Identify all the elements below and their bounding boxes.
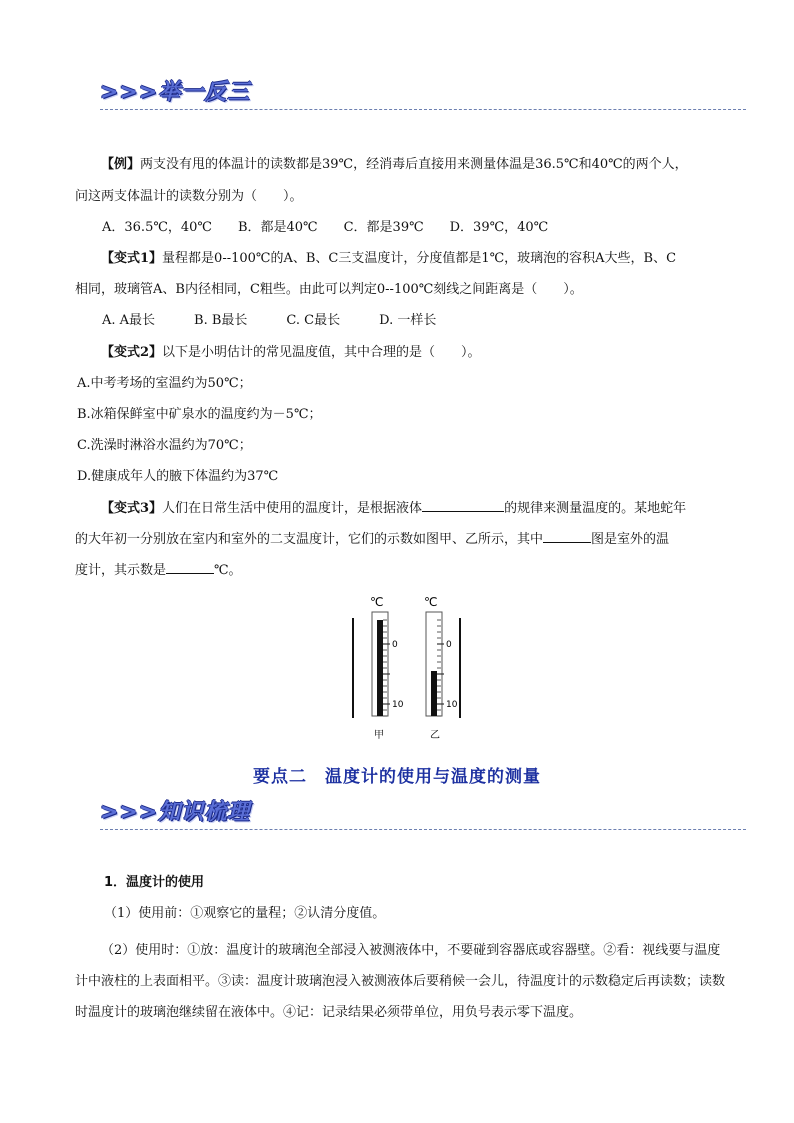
variant3-text-3: 的大年初一分别放在室内和室外的二支温度计，它们的示数如图甲、乙所示，其中	[75, 532, 544, 547]
variant3-text-6: ℃。	[214, 563, 242, 578]
example-question-cont	[75, 187, 725, 207]
variant2-option-c: C.洗澡时淋浴水温约为70℃；	[77, 438, 252, 453]
thermometer-figure	[350, 590, 470, 740]
variant1-tag: 【变式1】	[101, 251, 163, 266]
variant1-text-line2: 相同，玻璃管A、B内径相同，C粗些。由此可以判定0--100℃刻线之间距离是（ ）。	[75, 282, 583, 297]
knowledge-point-2: （2）使用时：①放：温度计的玻璃泡全部浸入被测液体中，不要碰到容器底或容器壁。②看：视线要与温度计中液柱的上表面相平。③读：温度计玻璃泡浸入被测液体后要稍候一会儿，待温度计的示数稳定后再读数；读数时温度计的玻璃泡继续留在液体中。④记：记录结果必须带单位，用负号表示零下温度。	[75, 943, 726, 1020]
tick-label-zero-jia: 0	[392, 640, 398, 650]
answer-blank-2[interactable]	[543, 529, 591, 543]
example-text-line2: 问这两支体温计的读数分别为（ ）。	[75, 189, 303, 204]
variant2-option-a: A.中考考场的室温约为50℃；	[77, 376, 252, 391]
example-options: A．36.5℃，40℃ B．都是40℃ C．都是39℃ D．39℃，40℃	[102, 220, 549, 235]
thermometer-yi	[424, 595, 458, 740]
variant1-options: A. A最长 B. B最长 C. C最长 D. 一样长	[102, 313, 437, 328]
liquid-column-jia	[377, 620, 383, 716]
thermometer-jia	[370, 595, 404, 740]
knowledge-title	[104, 873, 754, 893]
variant3-text-1: 人们在日常生活中使用的温度计，是根据液体	[162, 501, 423, 516]
variant2-question	[75, 343, 725, 363]
variant3-question-cont	[75, 529, 725, 550]
example-tag: 【例】	[101, 157, 141, 172]
variant3-tag: 【变式3】	[101, 501, 163, 516]
banner-divider	[100, 829, 746, 830]
answer-blank-3[interactable]	[166, 560, 214, 574]
variant2-option-d: D.健康成年人的腋下体温约为37℃	[77, 469, 279, 484]
unit-label-jia: ℃	[370, 595, 384, 609]
knowledge-point-1: （1）使用前：①观察它的量程；②认清分度值。	[104, 906, 386, 921]
example-text-line1: 两支没有甩的体温计的读数都是39℃，经消毒后直接用来测量体温是36.5℃和40℃的两个人，	[140, 157, 688, 172]
banner-title: >>>知识梳理	[100, 800, 251, 825]
variant3-text-5: 度计，其示数是	[75, 563, 167, 578]
section-banner-knowledge	[100, 794, 746, 830]
unit-label-yi: ℃	[424, 595, 438, 609]
variant1-question-cont	[75, 280, 725, 300]
variant3-question	[75, 498, 725, 519]
caption-jia: 甲	[374, 730, 384, 740]
section-banner-practice	[100, 74, 746, 110]
variant2-tag: 【变式2】	[101, 345, 163, 360]
tick-label-ten-yi: 10	[446, 700, 458, 710]
variant2-text-line1: 以下是小明估计的常见温度值，其中合理的是（ ）。	[162, 345, 481, 360]
tick-label-zero-yi: 0	[446, 640, 452, 650]
variant3-text-2: 的规律来测量温度的。某地蛇年	[504, 501, 687, 516]
tick-label-ten-jia: 10	[392, 700, 404, 710]
example-question	[75, 155, 725, 175]
variant3-question-cont2	[75, 560, 725, 581]
thermometer-diagram	[350, 590, 470, 740]
variant3-text-4: 图是室外的温	[591, 532, 670, 547]
variant1-text-line1: 量程都是0--100℃的A、B、C三支温度计，分度值都是1℃，玻璃泡的容积A大些，B、C	[162, 251, 677, 266]
liquid-column-yi	[431, 671, 437, 716]
answer-blank-1[interactable]	[422, 498, 504, 512]
banner-divider	[100, 109, 746, 110]
variant1-question	[75, 249, 725, 269]
caption-yi: 乙	[430, 730, 440, 740]
section-heading-key-point-2: 要点二 温度计的使用与温度的测量	[253, 767, 541, 787]
knowledge-title-text: 1．温度计的使用	[104, 875, 205, 890]
variant2-option-b: B.冰箱保鲜室中矿泉水的温度约为－5℃；	[77, 407, 322, 422]
banner-title: >>>举一反三	[100, 80, 251, 105]
